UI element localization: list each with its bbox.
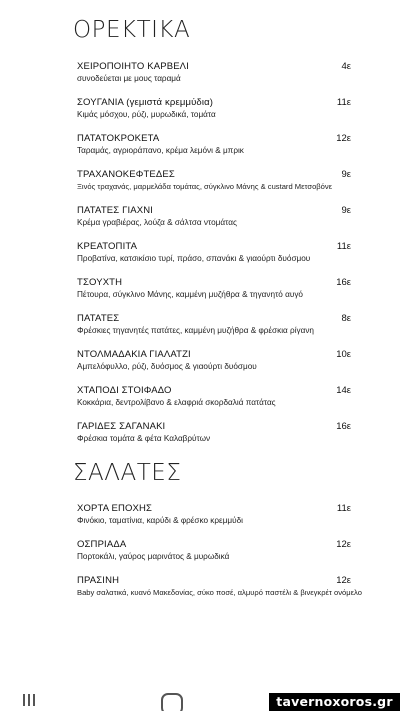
item-description: Φρέσκιες τηγανητές πατάτες, καμμένη μυζήθρα & φρέσκια ρίγανη (77, 326, 314, 335)
menu-item (77, 61, 351, 83)
menu-item (77, 133, 351, 155)
item-name: ΚΡΕΑΤΟΠΙΤΑ (77, 241, 138, 252)
item-price: 4ε (341, 61, 351, 72)
item-description: Ταραμάς, αγριοράπανο, κρέμα λεμόνι & μπρικ (77, 146, 244, 155)
menu-item (77, 575, 362, 597)
menu-item (77, 313, 351, 335)
item-name: ΠΑΤΑΤΕΣ ΓΙΑΧΝΙ (77, 205, 154, 216)
item-name: ΠΑΤΑΤΕΣ (77, 313, 120, 324)
item-price: 8ε (341, 313, 351, 324)
menu-item (77, 241, 351, 263)
item-description: Φρέσκια τομάτα & φέτα Καλαβρύτων (77, 434, 211, 443)
menu-item (77, 349, 351, 371)
item-price: 11ε (336, 241, 351, 252)
menu-item (77, 385, 351, 407)
item-price: 9ε (341, 205, 351, 216)
item-name: ΣΟΥΓΑΝΙΑ (γεμιστά κρεμμύδια) (77, 97, 214, 108)
item-description: συνοδεύεται με μους ταραμά (77, 74, 181, 83)
menu-item (77, 421, 351, 443)
item-description: Κοκκάρια, δεντρολίβανο & ελαφριά σκορδαλιά πατάτας (77, 398, 276, 407)
item-name: ΓΑΡΙΔΕΣ ΣΑΓΑΝΑΚΙ (77, 421, 166, 432)
item-name: ΟΣΠΡΙΑΔΑ (77, 539, 127, 550)
item-name: ΧΤΑΠΟΔΙ ΣΤΟΙΦΑΔΟ (77, 385, 172, 396)
item-price: 9ε (341, 169, 351, 180)
item-price: 11ε (336, 97, 351, 108)
item-description: Αμπελόφυλλο, ρύζι, δυόσμος & γιαούρτι δυόσμου (77, 362, 257, 371)
item-price: 10ε (336, 349, 351, 360)
item-name: ΝΤΟΛΜΑΔΑΚΙΑ ΓΙΑΛΑΤΖΙ (77, 349, 191, 360)
menu-item (77, 277, 351, 299)
item-price: 16ε (336, 277, 351, 288)
item-description: Κιμάς μόσχου, ρύζι, μυρωδικά, τομάτα (77, 110, 216, 119)
recents-icon[interactable] (22, 693, 36, 707)
item-price: 11ε (336, 503, 351, 514)
menu-item (77, 503, 351, 525)
item-price: 16ε (336, 421, 351, 432)
item-description: Πέτουρα, σύγκλινο Μάνης, καμμένη μυζήθρα & τηγανητό αυγό (77, 290, 303, 299)
home-icon[interactable] (160, 692, 184, 711)
item-description: Προβατίνα, κατσικίσιο τυρί, πράσο, σπανάκι & γιαούρτι δυόσμου (77, 254, 311, 263)
menu-item (77, 539, 351, 561)
item-description: Φινόκιο, ταματίνια, καρύδι & φρέσκο κρεμμύδι (77, 516, 243, 525)
section-title-appetizers: ΟΡΕΚΤΙΚΑ (73, 17, 191, 43)
item-price: 12ε (336, 575, 351, 586)
site-watermark: tavernoxoros.gr (269, 693, 400, 711)
item-name: ΤΡΑΧΑΝΟΚΕΦΤΕΔΕΣ (77, 169, 175, 180)
item-price: 14ε (336, 385, 351, 396)
item-name: ΤΣΟΥΧΤΗ (77, 277, 123, 288)
item-description: Πορτοκάλι, γαύρος μαρινάτος & μυρωδικά (77, 552, 230, 561)
item-description: Κρέμα γραβιέρας, λούζα & σάλτσα ντομάτας (77, 218, 237, 227)
item-name: ΧΕΙΡΟΠΟΙΗΤΟ ΚΑΡΒΕΛΙ (77, 61, 189, 72)
item-price: 12ε (336, 539, 351, 550)
section-title-salads: ΣΑΛΑΤΕΣ (73, 460, 182, 486)
item-description: Ξινός τραχανάς, μαρμελάδα τομάτας, σύγκλινο Μάνης & custard Μετσοβόνε (77, 182, 333, 191)
menu-item (77, 169, 351, 191)
menu-item (77, 205, 351, 227)
item-name: ΠΑΤΑΤΟΚΡΟΚΕΤΑ (77, 133, 160, 144)
menu-item (77, 97, 351, 119)
item-price: 12ε (336, 133, 351, 144)
item-name: ΧΟΡΤΑ ΕΠΟΧΗΣ (77, 503, 153, 514)
item-name: ΠΡΑΣΙΝΗ (77, 575, 120, 586)
item-description: Baby σαλατικά, κυανό Μακεδονίας, σύκο ποσέ, αλμυρό παστέλι & βινεγκρέτ ονόμελο (77, 588, 362, 597)
